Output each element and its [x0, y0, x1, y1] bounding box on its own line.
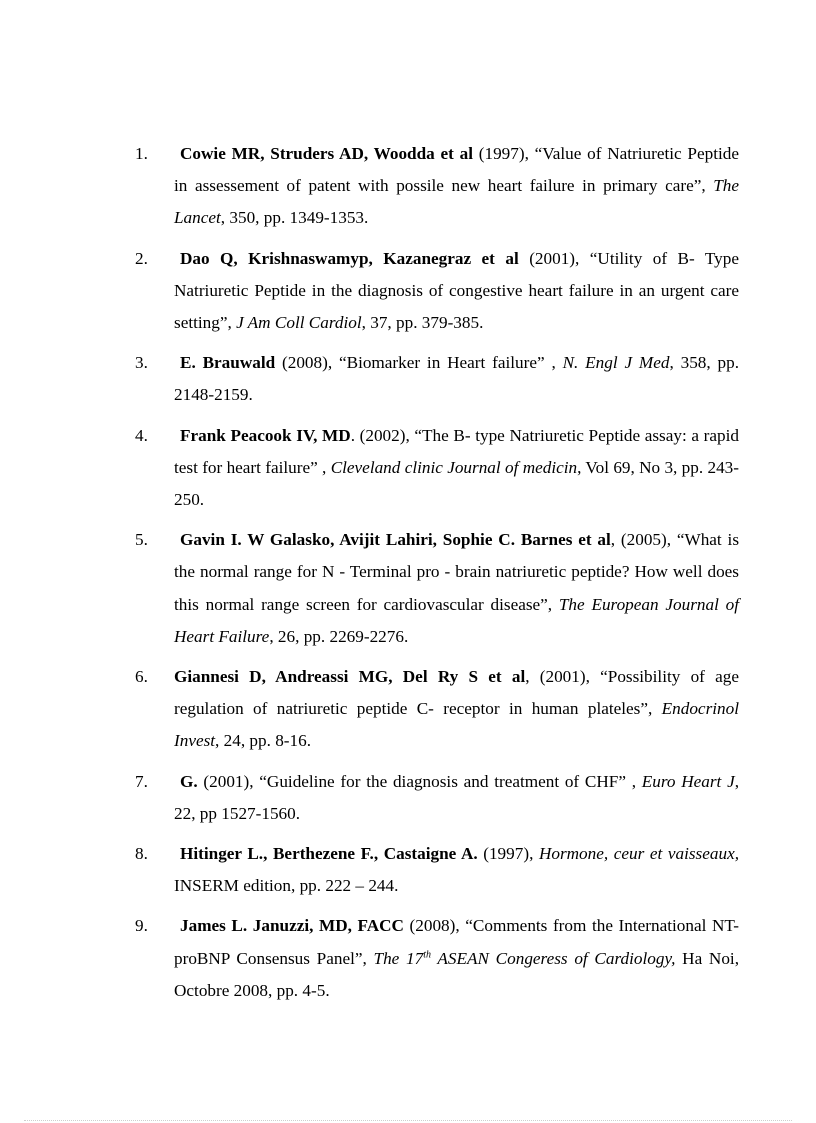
- reference-details: , 22, pp 1527-1560.: [174, 771, 739, 823]
- reference-details: , Vol 69, No 3, pp. 243- 250.: [174, 457, 739, 510]
- reference-journal: [374, 949, 676, 968]
- reference-item-9: [135, 910, 739, 1007]
- reference-authors: James L. Januzzi, MD, FACC: [180, 916, 404, 936]
- reference-item-6: [135, 661, 739, 758]
- reference-text: [174, 667, 739, 750]
- reference-journal: N. Engl J Med: [562, 353, 670, 373]
- reference-number: 9.: [135, 916, 148, 936]
- reference-authors: Cowie MR, Struders AD, Woodda et al: [180, 144, 473, 163]
- reference-text: [174, 249, 739, 332]
- reference-list: [135, 138, 739, 1015]
- reference-item-3: [135, 347, 739, 411]
- reference-details: Ha Noi, Octobre 2008, pp. 4-5.: [174, 948, 739, 1000]
- reference-number: 7.: [135, 771, 148, 791]
- reference-text: [174, 772, 739, 823]
- reference-title: (2008), “Comments from the International NT- proBNP Consensus Panel”,: [174, 916, 739, 968]
- reference-item-7: [135, 766, 739, 830]
- reference-authors: Giannesi D, Andreassi MG, Del Ry S et al: [174, 667, 526, 687]
- superscript: th: [423, 948, 431, 960]
- reference-text: [174, 144, 739, 227]
- reference-title: (2008), “Biomarker in Heart failure” ,: [275, 353, 563, 373]
- reference-title: (1997), “Value of Natriuretic Peptide in assessement of patent with possile new heart failure in primary care”,: [174, 144, 739, 196]
- reference-journal: Euro Heart J: [641, 771, 735, 791]
- reference-details: , 24, pp. 8-16.: [215, 731, 312, 751]
- reference-text: [174, 426, 739, 509]
- reference-title: (2001), “Utility of B- Type Natriuretic Peptide in the diagnosis of congestive heart failure in an urgent care setting”,: [174, 248, 739, 333]
- reference-authors: Gavin I. W Galasko, Avijit Lahiri, Sophie C. Barnes et al: [180, 530, 611, 550]
- reference-title: , (2005), “What is the normal range for N - Terminal pro - brain natriuretic peptide? How well does this normal range screen for cardiovascular disease”,: [174, 530, 740, 614]
- reference-details: , 358, pp. 2148-2159.: [174, 353, 739, 405]
- reference-journal-part: ASEAN Congeress of Cardiology,: [431, 948, 676, 968]
- reference-journal: The European Journal of Heart Failure: [174, 594, 739, 646]
- reference-item-1: [135, 138, 739, 235]
- reference-number: 4.: [135, 425, 148, 445]
- page-bottom-divider: [24, 1120, 792, 1121]
- reference-details: INSERM edition, pp. 222 – 244.: [174, 876, 399, 896]
- reference-authors: G.: [180, 771, 198, 791]
- reference-authors: E. Brauwald: [180, 353, 276, 373]
- reference-text: [174, 916, 739, 999]
- reference-details: , 26, pp. 2269-2276.: [269, 626, 409, 646]
- reference-journal: J Am Coll Cardiol: [236, 313, 362, 333]
- reference-authors: Frank Peacook IV, MD: [180, 425, 351, 445]
- reference-text: [174, 353, 739, 404]
- reference-authors: Hitinger L., Berthezene F., Castaigne A.: [180, 844, 478, 864]
- reference-item-5: [135, 524, 739, 653]
- reference-number: 2.: [135, 248, 148, 268]
- reference-text: [174, 530, 739, 646]
- reference-title: (1997),: [477, 844, 539, 864]
- reference-title: (2001), “Guideline for the diagnosis and treatment of CHF” ,: [197, 771, 642, 791]
- reference-details: , 350, pp. 1349-1353.: [220, 208, 369, 228]
- reference-text: [174, 844, 739, 895]
- reference-journal: Cleveland clinic Journal of medicin: [330, 457, 578, 477]
- reference-number: 1.: [135, 144, 148, 163]
- reference-title: . (2002), “The B- type Natriuretic Peptide assay: a rapid test for heart failure” ,: [174, 425, 739, 477]
- reference-item-2: [135, 243, 739, 340]
- reference-journal: Hormone, ceur et vaisseaux,: [538, 844, 739, 864]
- reference-number: 8.: [135, 844, 148, 864]
- reference-authors: Dao Q, Krishnaswamyp, Kazanegraz et al: [180, 248, 519, 268]
- reference-journal-part: The 17: [373, 948, 424, 968]
- reference-item-4: [135, 420, 739, 517]
- reference-journal: Endocrinol Invest: [174, 699, 739, 751]
- reference-number: 6.: [135, 667, 148, 687]
- reference-item-8: [135, 838, 739, 902]
- reference-title: , (2001), “Possibility of age regulation of natriuretic peptide C- receptor in human plateles”,: [174, 667, 739, 719]
- reference-number: 3.: [135, 353, 148, 373]
- reference-number: 5.: [135, 530, 148, 550]
- reference-details: , 37, pp. 379-385.: [361, 313, 484, 333]
- reference-journal: The Lancet: [174, 176, 739, 228]
